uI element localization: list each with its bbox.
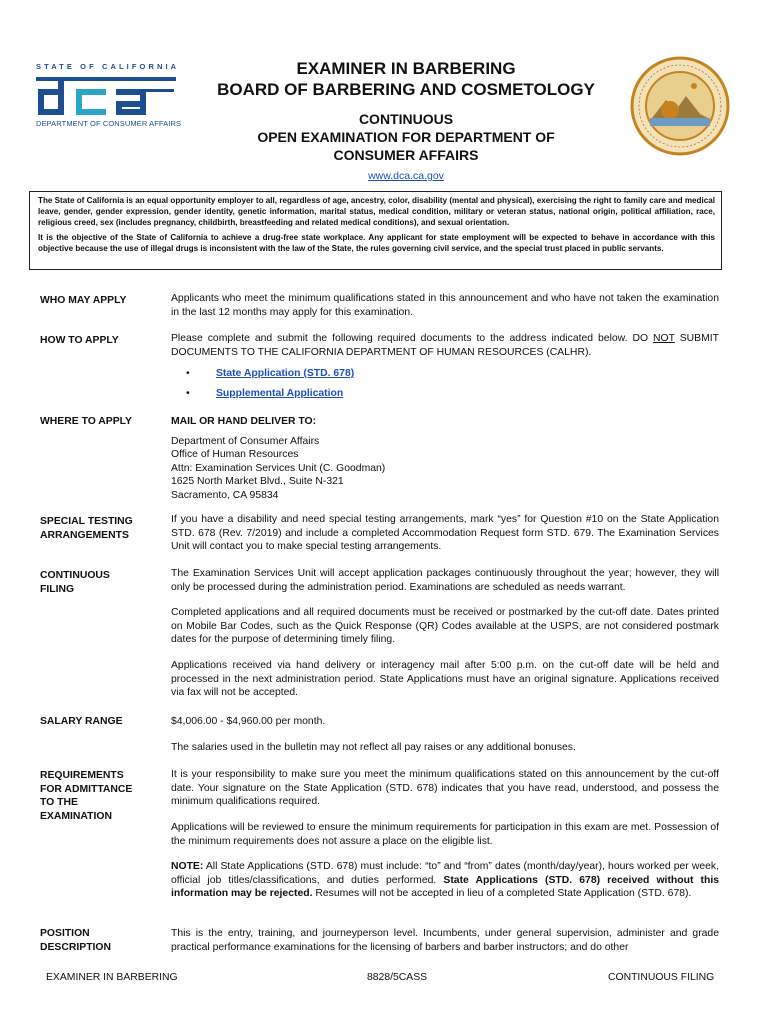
footer-center: 8828/5CASS <box>367 972 428 983</box>
state-of-california-text: STATE OF CALIFORNIA <box>36 62 180 71</box>
salary-note: The salaries used in the bulletin may not reflect all pay raises or any additional bonuses. <box>171 742 576 753</box>
position-description-text: This is the entry, training, and journeyperson level. Incumbents, under general supervision, administer and grade practical performance examinations for the licensing of barbers and barber instructors; and do other <box>171 928 719 953</box>
requirements-label: REQUIREMENTS FOR ADMITTANCE TO THE EXAMINATION <box>40 770 133 822</box>
continuous-filing-label: CONTINUOUS FILING <box>40 570 110 595</box>
department-of-consumer-affairs-text: DEPARTMENT OF CONSUMER AFFAIRS <box>36 119 182 128</box>
list-item: • Supplemental Application <box>186 388 344 399</box>
salary-range-value: $4,006.00 - $4,960.00 per month. <box>171 716 326 727</box>
address-line: Attn: Examination Services Unit (C. Goodman) <box>171 462 386 474</box>
where-to-apply-label: WHERE TO APPLY <box>40 416 132 427</box>
position-description-label: POSITION DESCRIPTION <box>40 928 112 953</box>
supplemental-application-link[interactable]: Supplemental Application <box>216 388 344 399</box>
footer-right: CONTINUOUS FILING <box>608 972 715 983</box>
who-may-apply-label: WHO MAY APPLY <box>40 295 127 306</box>
continuous-filing-para1: The Examination Services Unit will accept application packages continuously throughout the year; however, they will only be processed during the administration period. Examinations are scheduled as needs warrant. <box>171 568 719 593</box>
footer-left: EXAMINER IN BARBERING <box>46 972 178 983</box>
subtitle-consumer-affairs: CONSUMER AFFAIRS <box>333 147 479 163</box>
address-line: Department of Consumer Affairs <box>171 435 320 447</box>
how-to-apply-text: Please complete and submit the following required documents to the address indicated below. DO NOT SUBMIT DOCUMENTS TO THE CALIFORNIA DEPARTMENT OF HUMAN RESOURCES (CALHR). <box>171 333 719 358</box>
requirements-note: NOTE: All State Applications (STD. 678) must include: “to” and “from” dates (month/day/year), hours worked per week, official job titles/classifications, and duties performed. State Applications (STD. 678) received without this information may be rejected. Resumes will not be accepted in lieu of a completed State Application (STD. 678). <box>171 861 719 899</box>
dca-logo-icon <box>36 77 176 117</box>
address-line: 1625 North Market Blvd., Suite N-321 <box>171 476 344 487</box>
equal-opportunity-notice <box>29 191 722 270</box>
requirements-para1: It is your responsibility to make sure you meet the minimum qualifications stated on this announcement by the cut-off date. Your signature on the State Application (STD. 678) indicates that you have read, understood, and possess the minimum qualifications required. <box>171 769 719 807</box>
mail-heading: MAIL OR HAND DELIVER TO: <box>171 416 317 427</box>
subtitle-open-exam: OPEN EXAMINATION FOR DEPARTMENT OF <box>257 129 555 145</box>
state-application-link[interactable]: State Application (STD. 678) <box>216 368 355 379</box>
special-testing-label: SPECIAL TESTING ARRANGEMENTS <box>40 516 133 541</box>
continuous-filing-para2: Completed applications and all required documents must be received or postmarked by the cut-off date. Dates printed on Mobile Bar Codes, such as the Quick Response (QR) Codes available at the USPS, are not considered postmark dates for the purpose of determining timely filing. <box>171 607 719 645</box>
california-state-seal-icon <box>630 56 730 156</box>
document-title-block <box>196 58 616 184</box>
continuous-filing-para3: Applications received via hand delivery or interagency mail after 5:00 p.m. on the cut-off date will be held and processed in the next administration period. State Applications must have an original signature. Applications received via fax will not be accepted. <box>171 660 719 698</box>
requirements-para2: Applications will be reviewed to ensure the minimum requirements for participation in this exam are met. Possession of the minimum requirements does not assure a place on the eligible list. <box>171 822 719 847</box>
who-may-apply-text: Applicants who meet the minimum qualifications stated in this announcement and who have not taken the examination in the last 12 months may apply for this examination. <box>171 293 719 318</box>
how-to-apply-label: HOW TO APPLY <box>40 335 119 346</box>
salary-range-label: SALARY RANGE <box>40 716 123 727</box>
drug-free-statement: It is the objective of the State of California to achieve a drug-free state workplace. Any applicant for state employment will be expected to behave in accordance with this objective because the use of illegal drugs is inconsistent with the law of the State, the rules governing civil service, and the special trust placed in public servants. <box>38 232 715 253</box>
special-testing-text: If you have a disability and need special testing arrangements, mark “yes” for Question #10 on the State Application STD. 678 (Rev. 7/2019) and include a completed Accommodation Request form STD. 679. The Examination Services Unit will contact you to make special testing arrangements. <box>171 514 719 552</box>
required-documents-list <box>186 367 486 407</box>
where-to-apply-block <box>171 415 719 502</box>
list-item: • State Application (STD. 678) <box>186 368 355 379</box>
dca-logo-block <box>36 62 186 128</box>
address-line: Sacramento, CA 95834 <box>171 489 279 501</box>
eeo-statement: The State of California is an equal opportunity employer to all, regardless of age, ancestry, color, disability (mental and physical), exercising the right to family care and medical leave, gender, gender expression, gender identity, genetic information, marital status, medical condition, military or veteran status, national origin, political affiliation, race, religious creed, sex (includes pregnancy, childbirth, breastfeeding and related medical conditions), and sexual orientation. <box>38 196 715 228</box>
title-examiner: EXAMINER IN BARBERING <box>296 59 516 78</box>
title-board: BOARD OF BARBERING AND COSMETOLOGY <box>217 80 595 99</box>
website-link[interactable]: www.dca.ca.gov <box>368 170 444 182</box>
address-line: Office of Human Resources <box>171 449 299 460</box>
subtitle-continuous: CONTINUOUS <box>358 111 454 127</box>
